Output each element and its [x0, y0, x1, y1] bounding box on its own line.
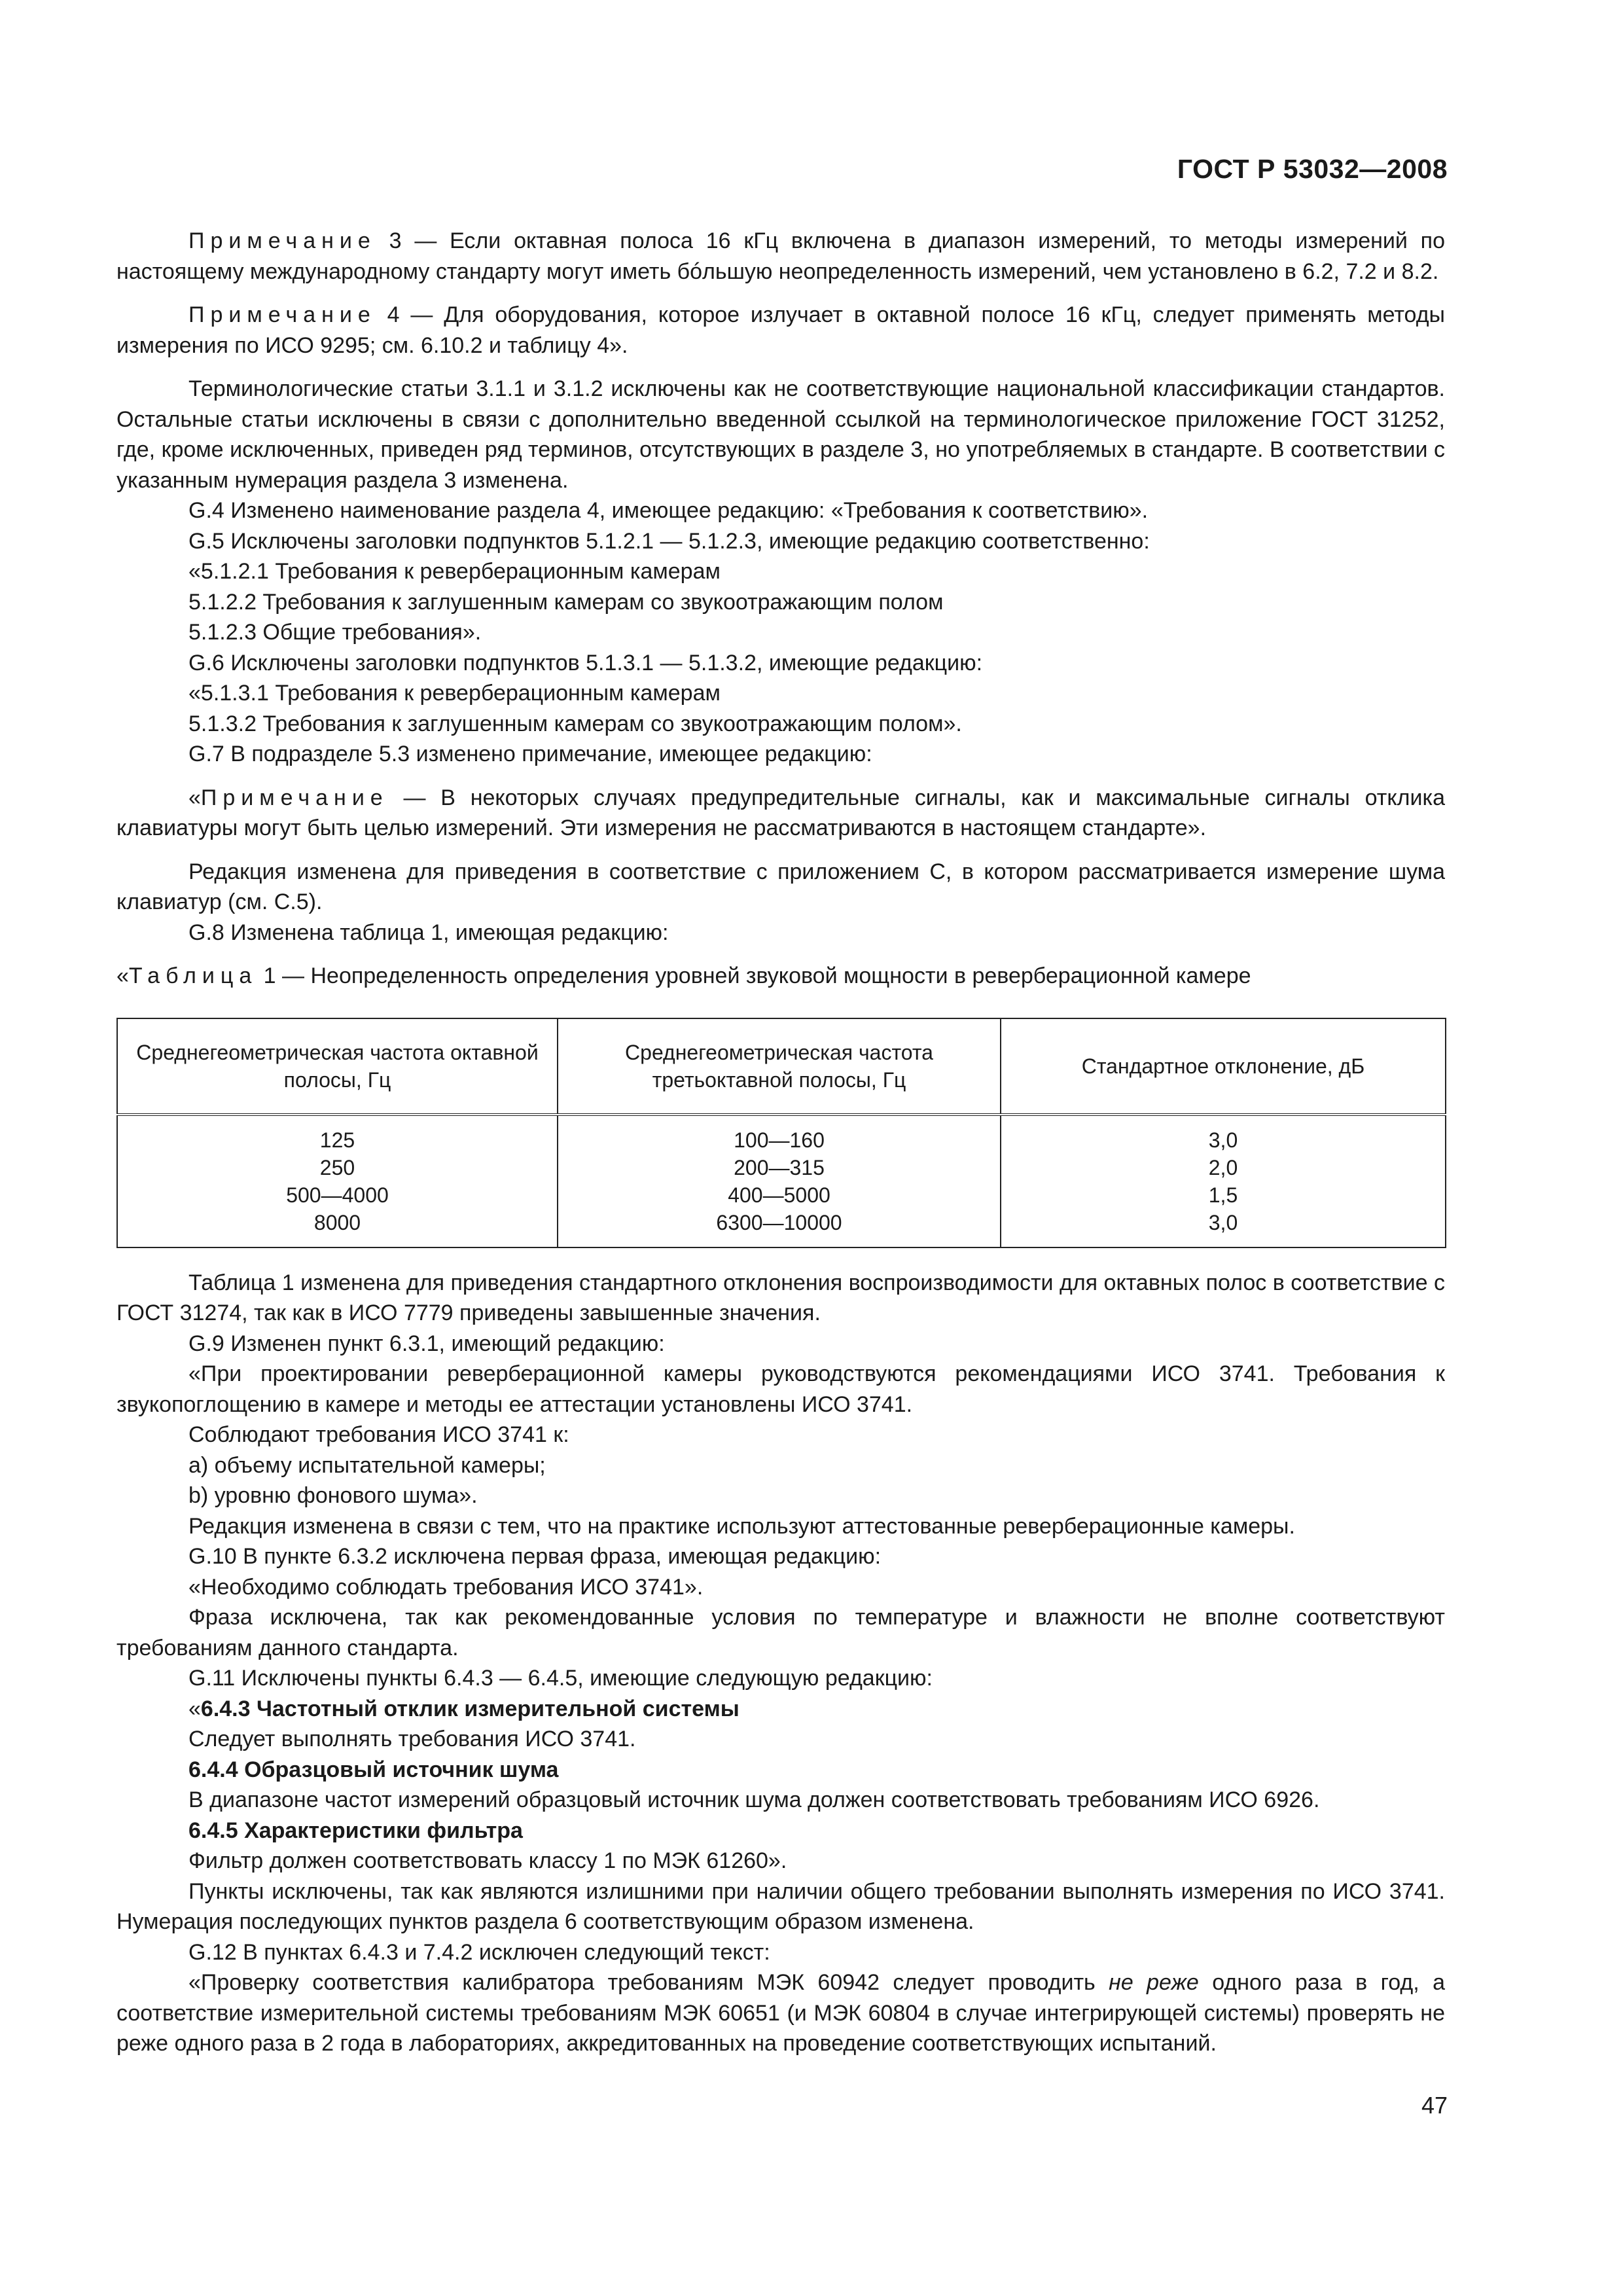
heading-6-4-4: 6.4.4 Образцовый источник шума — [188, 1757, 559, 1782]
table-header-cell: Среднегеометрическая частота третьоктавной полосы, Гц — [558, 1018, 1001, 1115]
table-cell: 2,0 — [1208, 1155, 1238, 1179]
paragraph-g10-note: Фраза исключена, так как рекомендованные условия по температуре и влажности не вполне соответствуют требованиям данного стандарта. — [116, 1605, 1445, 1660]
table-caption-label: Таблица — [128, 963, 258, 988]
paragraph-terms: Терминологические статьи 3.1.1 и 3.1.2 исключены как не соответствующие национальной классификации стандартов. Остальные статьи исключены в связи с дополнительно введенной ссылкой на терминологическое приложение ГОСТ 31252, где, кроме исключенных, приведен ряд терминов, отсутствующих в разделе 3, но употребляемых в стандарте. В соответствии с указанным нумерация раздела 3 изменена. — [116, 376, 1445, 493]
table-column-third-octave — [558, 1115, 1001, 1247]
paragraph-g8: G.8 Изменена таблица 1, имеющая редакцию: — [188, 920, 669, 945]
paragraph-6-4-3: Следует выполнять требования ИСО 3741. — [188, 1727, 636, 1751]
table-cell: 400—5000 — [728, 1183, 830, 1207]
paragraph-table-changed: Таблица 1 изменена для приведения стандартного отклонения воспроизводимости для октавных полос в соответствие с ГОСТ 31274, так как в ИСО 7779 приведены завышенные значения. — [116, 1270, 1445, 1325]
page-number: 47 — [1421, 2092, 1448, 2119]
paragraph-excluded: Пункты исключены, так как являются излишними при наличии общего требовании выполнять измерения по ИСО 3741. Нумерация последующих пунктов раздела 6 соответствующим образом изменена. — [116, 1878, 1445, 1934]
table-column-std-dev — [1001, 1115, 1446, 1247]
list-item-b: b) уровню фонового шума». — [188, 1483, 478, 1508]
note-4 — [116, 300, 1445, 361]
table-cell: 1,5 — [1208, 1183, 1238, 1207]
table-cell: 250 — [319, 1155, 355, 1179]
table-header-row — [117, 1018, 1446, 1115]
note-label: Примечание — [200, 785, 389, 810]
note-label: Примечание — [188, 228, 376, 253]
note-text: — В некоторых случаях предупредительные сигналы, как и максимальные сигналы отклика клавиатуры могут быть целью измерений. Эти измерения не рассматриваются в настоящем стандарте». — [116, 785, 1445, 840]
paragraph-g9-note: Редакция изменена в связи с тем, что на практике используют аттестованные реверберационные камеры. — [188, 1513, 1295, 1539]
table-body-row — [117, 1115, 1446, 1247]
paragraph-g11: G.11 Исключены пункты 6.4.3 — 6.4.5, имеющие следующую редакцию: — [188, 1666, 933, 1691]
paragraph-c5: Редакция изменена для приведения в соответствие с приложением С, в котором рассматривается измерение шума клавиатур (см. С.5). — [116, 859, 1445, 914]
table-cell: 3,0 — [1208, 1128, 1238, 1152]
list-item-a: a) объему испытательной камеры; — [188, 1452, 546, 1478]
paragraph-requirements: Соблюдают требования ИСО 3741 к: — [188, 1422, 569, 1447]
paragraph-g10: G.10 В пункте 6.3.2 исключена первая фраза, имеющая редакцию: — [188, 1544, 882, 1569]
quote-5-1-2-2: 5.1.2.2 Требования к заглушенным камерам со звукоотражающим полом — [188, 589, 944, 615]
table-cell: 3,0 — [1208, 1210, 1238, 1234]
paragraph-g4: G.4 Изменено наименование раздела 4, имеющее редакцию: «Требования к соответствию». — [188, 498, 1149, 523]
heading-6-4-5: 6.4.5 Характеристики фильтра — [188, 1818, 523, 1843]
quote-6-3-2: «Необходимо соблюдать требования ИСО 3741». — [188, 1574, 704, 1600]
paragraph-6-4-4: В диапазоне частот измерений образцовый источник шума должен соответствовать требованиям ИСО 6926. — [188, 1787, 1320, 1812]
table-cell: 6300—10000 — [716, 1210, 842, 1234]
quote-6-3-1: «При проектировании реверберационной камеры руководствуются рекомендациями ИСО 3741. Требования к звукопоглощению в камере и методы ее аттестации установлены ИСО 3741. — [116, 1361, 1445, 1417]
uncertainty-table — [116, 1018, 1446, 1248]
table-cell: 200—315 — [734, 1155, 825, 1179]
table-header-cell: Стандартное отклонение, дБ — [1001, 1018, 1446, 1115]
note-text: 4 — Для оборудования, которое излучает в октавной полосе 16 кГц, следует применять методы измерения по ИСО 9295; см. 6.10.2 и таблицу 4». — [116, 302, 1445, 358]
document-body — [116, 226, 1445, 2059]
quote-5-1-3-2: 5.1.3.2 Требования к заглушенным камерам со звукоотражающим полом». — [188, 711, 962, 736]
document-header: ГОСТ Р 53032—2008 — [1177, 154, 1448, 184]
note-label: Примечание — [188, 302, 376, 327]
paragraph-g6: G.6 Исключены заголовки подпунктов 5.1.3.1 — 5.1.3.2, имеющие редакцию: — [188, 650, 983, 675]
table-cell: 8000 — [313, 1210, 361, 1234]
note-5-3: «Примечание — В некоторых случаях предупредительные сигналы, как и максимальные сигналы отклика клавиатуры могут быть целью измерений. Эти измерения не рассматриваются в настоящем стандарте». — [116, 785, 1445, 840]
table-caption: «Таблица 1 — Неопределенность определения уровней звуковой мощности в реверберационной камере — [116, 963, 1251, 988]
table-cell: 100—160 — [734, 1128, 825, 1152]
quote-5-1-3-1: «5.1.3.1 Требования к реверберационным камерам — [188, 681, 721, 706]
quote-calibrator: «Проверку соответствия калибратора требованиям МЭК 60942 следует проводить не реже одного раза в год, а соответствие измерительной системы требованиям МЭК 60651 (и МЭК 60804 в случае интегрирующей системы) проверять не реже одного раза в 2 года в лабораториях, аккредитованных на проведение соответствующих испытаний. — [116, 1970, 1445, 2056]
paragraph-g5: G.5 Исключены заголовки подпунктов 5.1.2.1 — 5.1.2.3, имеющие редакцию соответственно: — [188, 528, 1150, 554]
table-cell: 125 — [319, 1128, 355, 1152]
paragraph-g12: G.12 В пунктах 6.4.3 и 7.4.2 исключен следующий текст: — [188, 1939, 770, 1965]
paragraph-g7: G.7 В подразделе 5.3 изменено примечание, имеющее редакцию: — [188, 742, 872, 766]
heading-6-4-3: «6.4.3 Частотный отклик измерительной системы — [188, 1696, 740, 1721]
table-cell: 500—4000 — [286, 1183, 389, 1207]
paragraph-6-4-5: Фильтр должен соответствовать классу 1 по МЭК 61260». — [188, 1848, 787, 1873]
table-column-octave — [117, 1115, 558, 1247]
quote-5-1-2-1: «5.1.2.1 Требования к реверберационным камерам — [188, 559, 721, 584]
note-3 — [116, 226, 1445, 287]
table-header-cell: Среднегеометрическая частота октавной полосы, Гц — [117, 1018, 558, 1115]
note-text: 3 — Если октавная полоса 16 кГц включена в диапазон измерений, то методы измерений по настоящему международному стандарту могут иметь бóльшую неопределенность измерений, чем установлено в 6.2, 7.2 и 8.2. — [116, 228, 1445, 284]
quote-5-1-2-3: 5.1.2.3 Общие требования». — [188, 620, 482, 645]
paragraph-g9: G.9 Изменен пункт 6.3.1, имеющий редакцию: — [188, 1331, 665, 1356]
